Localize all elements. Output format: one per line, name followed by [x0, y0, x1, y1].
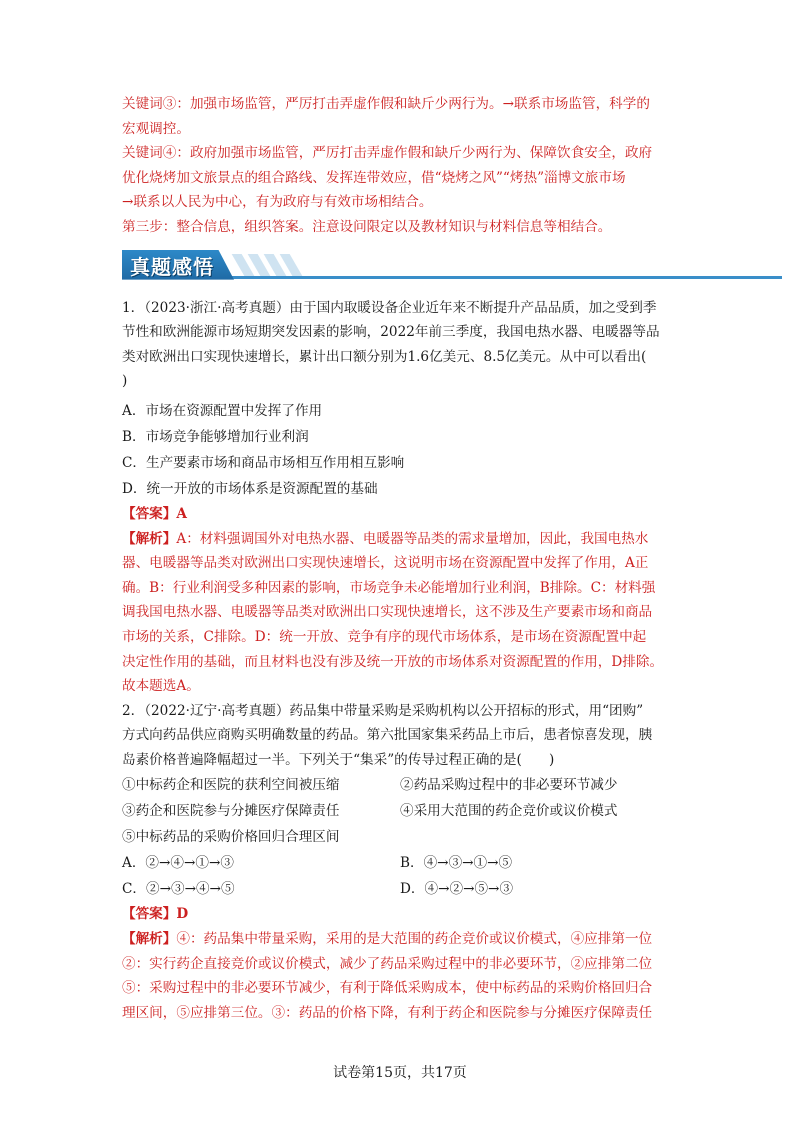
q1-stem-line4: ) — [122, 373, 128, 390]
section-banner — [122, 244, 704, 288]
keyword3-line1: 关键词③：加强市场监管，严厉打击弄虚作假和缺斤少两行为。→联系市场监管，科学的 — [122, 96, 650, 112]
q2-stem-line3: 岛素价格普遍降幅超过一半。下列关于“集采”的传导过程正确的是( ) — [122, 751, 555, 768]
q2-stem-line1: 2．（2022·辽宁·高考真题）药品集中带量采购是采购机构以公开招标的形式，用“团购” — [122, 702, 644, 719]
page-content — [122, 92, 704, 1025]
q1-option-c: C．生产要素市场和商品市场相互作用相互影响 — [122, 454, 405, 471]
keyword4-line1: 关键词④：政府加强市场监管，严厉打击弄虚作假和缺斤少两行为、保障饮食安全，政府 — [122, 145, 653, 162]
q1-option-b: B．市场竞争能够增加行业利润 — [122, 428, 309, 445]
q1-analysis-line4: 调我国电热水器、电暖器等品类对欧洲出口实现快速增长，这不涉及生产要素市场和商品 — [122, 604, 653, 621]
step3-line: 第三步：整合信息，组织答案。注意设问限定以及教材知识与材料信息等相结合。 — [122, 218, 612, 235]
q1-option-a: A．市场在资源配置中发挥了作用 — [122, 402, 323, 419]
q1-analysis-line1: 【解析】A：材料强调国外对电热水器、电暖器等品类的需求量增加，因此，我国电热水 — [122, 530, 649, 547]
q1-answer: 【答案】A — [122, 505, 187, 522]
q1-stem-line2: 节性和欧洲能源市场短期突发因素的影响，2022年前三季度，我国电热水器、电暖器等品 — [122, 324, 660, 341]
q2-answer: 【答案】D — [122, 906, 189, 923]
q2-analysis-line1: 【解析】④：药品集中带量采购，采用的是大范围的药企竞价或议价模式，④应排第一位 — [122, 931, 653, 948]
q2-option-row1: A．②→④→①→③ B．④→③→①→⑤ — [122, 855, 513, 872]
q1-analysis-line7: 故本题选A。 — [122, 678, 200, 695]
section-title: 真题感悟 — [130, 254, 214, 279]
q1-analysis-line2: 器、电暖器等品类对欧洲出口实现快速增长，这说明市场在资源配置中发挥了作用，A正 — [122, 555, 649, 572]
q2-analysis-line3: ⑤：采购过程中的非必要环节减少，有利于降低采购成本，使中标药品的采购价格回归合 — [122, 980, 653, 997]
keyword4-line2: 优化烧烤加文旅景点的组合路线、发挥连带效应，借“烧烤之风”“烤热”淄博文旅市场 — [122, 169, 626, 186]
q1-analysis-line6: 决定性作用的基础，而且材料也没有涉及统一开放的市场体系对资源配置的作用，D排除。 — [122, 653, 664, 670]
q2-item-row1: ①中标药企和医院的获利空间被压缩 ②药品采购过程中的非必要环节减少 — [122, 777, 618, 794]
q1-option-d: D．统一开放的市场体系是资源配置的基础 — [122, 480, 378, 497]
q1-stem-line3: 类对欧洲出口实现快速增长，累计出口额分别为1.6亿美元、8.5亿美元。从中可以看出( — [122, 348, 647, 365]
analysis-label: 【解析】 — [122, 530, 177, 547]
q2-analysis-line2: ②：实行药企直接竞价或议价模式，减少了药品采购过程中的非必要环节，②应排第二位 — [122, 955, 653, 972]
page-footer: 试卷第15页，共17页 — [333, 1065, 467, 1081]
keyword3-line2: 宏观调控。 — [122, 120, 190, 137]
q2-option-row2: C．②→③→④→⑤ D．④→②→⑤→③ — [122, 881, 514, 898]
q1-stem-line1: 1．（2023·浙江·高考真题）由于国内取暖设备企业近年来不断提升产品品质，加之受到季 — [122, 299, 657, 316]
q2-item-row3: ⑤中标药品的采购价格回归合理区间 — [122, 829, 340, 846]
analysis-label: 【解析】 — [122, 931, 177, 948]
q1-analysis-line5: 市场的关系，C排除。D：统一开放、竞争有序的现代市场体系，是市场在资源配置中起 — [122, 628, 647, 645]
q2-analysis-line4: 理区间，⑤应排第三位。③：药品的价格下降，有利于药企和医院参与分摊医疗保障责任 — [122, 1004, 653, 1021]
q2-stem-line2: 方式向药品供应商购买明确数量的药品。第六批国家集采药品上市后，患者惊喜发现，胰 — [122, 727, 653, 744]
q1-analysis-line3: 确。B：行业利润受多种因素的影响，市场竞争未必能增加行业利润，B排除。C：材料强 — [122, 579, 656, 596]
keyword4-line3: →联系以人民为中心，有为政府与有效市场相结合。 — [122, 194, 433, 211]
q2-item-row2: ③药企和医院参与分摊医疗保障责任 ④采用大范围的药企竞价或议价模式 — [122, 803, 618, 820]
